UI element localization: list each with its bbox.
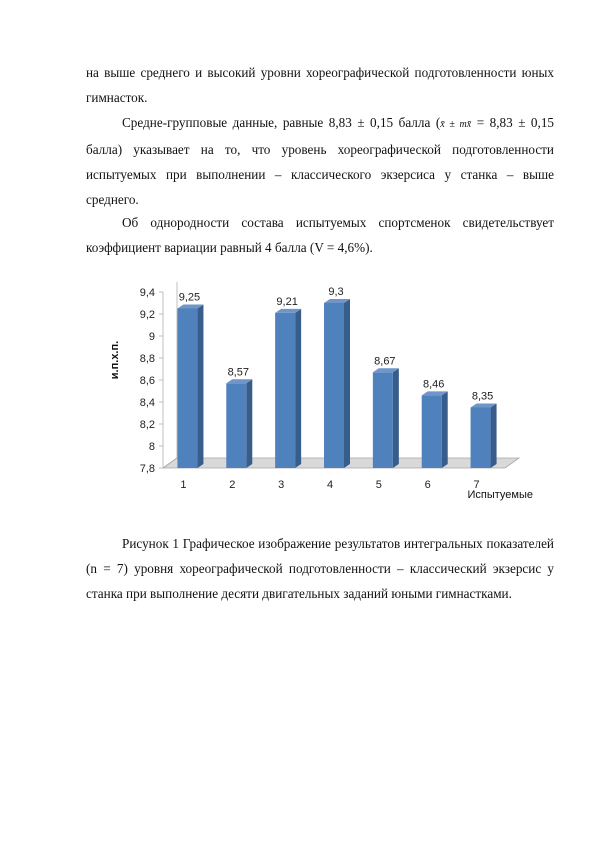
bar-side — [295, 309, 301, 468]
paragraph-2-end: = 8,83 ± 0,15 балла) указывает на то, что уровень хореографической подготовленности испытуемых при выполнении – классического экзерсиса у станка – выше среднего. — [86, 115, 555, 207]
bar — [324, 303, 344, 468]
bar — [422, 395, 442, 468]
paragraph-1: на выше среднего и высокий уровни хореографической подготовленности юных гимнасток. — [86, 65, 554, 105]
x-tick-label: 7 — [473, 479, 480, 491]
bar-data-label: 9,3 — [328, 286, 344, 298]
y-tick-label: 9,4 — [139, 287, 155, 299]
bar — [177, 309, 197, 469]
x-tick-label: 5 — [375, 479, 382, 491]
paragraph-2-start: Средне-групповые данные, равные 8,83 ± 0,15 балла ( — [122, 115, 441, 130]
y-tick-label: 8,2 — [139, 419, 155, 431]
y-tick-label: 8,4 — [139, 397, 155, 409]
bar — [471, 408, 491, 469]
y-tick-label: 9 — [148, 331, 155, 343]
y-tick-label: 8 — [148, 441, 155, 453]
bar — [226, 383, 246, 468]
x-tick-label: 1 — [180, 479, 187, 491]
bar-side — [491, 404, 497, 469]
bar-side — [442, 391, 448, 468]
y-tick-label: 7,8 — [139, 463, 155, 475]
bar-data-label: 8,46 — [423, 378, 445, 391]
figure-caption: Рисунок 1 Графическое изображение результатов интегральных показателей (n = 7) уровня хореографической подготовленности – классический экзерсис у станка при выполнение десяти двигательных заданий юными гимнастками. — [86, 536, 554, 601]
x-tick-label: 4 — [326, 479, 334, 491]
paragraph-2 — [86, 110, 554, 212]
y-tick-label: 8,8 — [139, 353, 155, 365]
formula-mean: x̄ ± mx̄ — [440, 119, 472, 130]
bar — [373, 372, 393, 468]
bar-data-label: 8,57 — [227, 366, 249, 379]
paragraph-3: Об однородности состава испытуемых спортсменок свидетельствует коэффициент вариации равный 4 балла (V = 4,6%). — [86, 215, 554, 255]
x-axis-label: Испытуемые — [467, 489, 533, 501]
bar-data-label: 9,25 — [178, 291, 201, 304]
bar-chart — [105, 272, 545, 504]
bar-side — [393, 368, 399, 468]
bar-data-label: 8,67 — [374, 355, 396, 368]
bar-side — [246, 379, 252, 468]
x-tick-label: 2 — [229, 479, 236, 491]
x-tick-label: 3 — [278, 479, 285, 491]
bar-side — [197, 305, 203, 469]
bar — [275, 313, 295, 468]
bar-side — [344, 299, 350, 468]
y-axis-label: и.п.х.п. — [109, 340, 121, 380]
bar-data-label: 8,35 — [471, 390, 494, 403]
y-tick-label: 8,6 — [139, 375, 155, 387]
x-tick-label: 6 — [424, 479, 431, 491]
bar-data-label: 9,21 — [276, 295, 298, 308]
y-tick-label: 9,2 — [139, 309, 155, 321]
